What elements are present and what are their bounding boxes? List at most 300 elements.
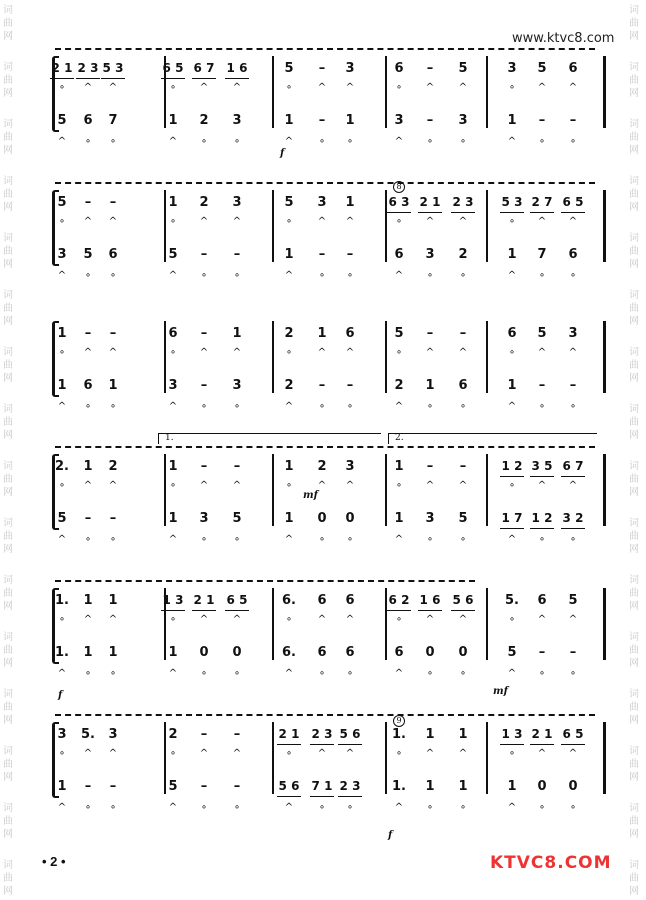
beam-line [338,744,362,745]
barline [486,56,488,128]
watermark-glyph: 词 [629,290,639,301]
barline [486,588,488,660]
watermark-glyph: 网 [3,829,13,840]
upper-note: 2 1 [419,195,441,209]
bowing-mark: ^ [537,82,547,93]
beam-line [225,78,249,79]
lower-note: – [233,247,241,262]
bowing-mark: ∘ [508,480,516,491]
bowing-mark: ^ [199,82,209,93]
bowing-mark: ^ [537,748,547,759]
upper-note: 5 3 [501,195,523,209]
phrase-line [55,446,595,448]
bowing-mark: ∘ [58,480,66,491]
watermark-glyph: 网 [629,487,639,498]
watermark-glyph: 曲 [3,531,13,542]
upper-note: – [109,195,117,210]
watermark-glyph: 词 [629,119,639,130]
beam-line [451,610,475,611]
upper-note: 3 [108,727,118,742]
bowing-mark: ∘ [109,802,117,813]
lower-note: – [569,113,577,128]
bowing-mark: ^ [345,614,355,625]
bowing-mark: ∘ [233,270,241,281]
upper-note: 1 6 [226,61,248,75]
watermark-glyph: 网 [3,601,13,612]
lower-note: – [318,113,326,128]
bowing-mark: ^ [83,480,93,491]
bowing-mark: ∘ [200,270,208,281]
bowing-mark: ^ [458,82,468,93]
watermark-glyph: 曲 [629,873,639,884]
bowing-mark: ∘ [508,748,516,759]
bowing-mark: ^ [199,216,209,227]
watermark-glyph: 网 [629,259,639,270]
bowing-mark: ^ [425,216,435,227]
bowing-mark: ^ [284,534,294,545]
barline [486,722,488,794]
bowing-mark: ^ [425,82,435,93]
bowing-mark: ^ [284,401,294,412]
beam-line [561,528,585,529]
bowing-mark: ^ [232,614,242,625]
beam-line [561,212,585,213]
bowing-mark: ∘ [84,668,92,679]
volta-first-ending: 1. [158,433,381,444]
bowing-mark: ^ [199,347,209,358]
bowing-mark: ∘ [426,534,434,545]
lower-note: 7 [537,247,547,262]
beam-line [387,212,411,213]
upper-note: 1 [394,459,404,474]
watermark-glyph: 词 [629,689,639,700]
lower-note: – [538,378,546,393]
bowing-mark: ∘ [569,270,577,281]
watermark-glyph: 曲 [629,417,639,428]
watermark-glyph: 网 [3,886,13,897]
watermark-glyph: 词 [629,5,639,16]
bowing-mark: ^ [108,347,118,358]
barline [385,321,387,393]
upper-note: 1 6 [419,593,441,607]
upper-note: 1 [458,727,468,742]
bowing-mark: ∘ [426,270,434,281]
watermark-glyph: 曲 [3,588,13,599]
upper-note: 5. [505,593,519,608]
bowing-mark: ^ [168,802,178,813]
watermark-glyph: 曲 [3,474,13,485]
bowing-mark: ∘ [569,401,577,412]
lower-note: 1 [168,645,178,660]
beam-line [277,796,301,797]
barline [486,190,488,262]
upper-note: 5 [458,61,468,76]
watermark-glyph: 网 [629,544,639,555]
watermark-right [626,0,646,900]
bowing-mark: ∘ [569,668,577,679]
beam-line [192,610,216,611]
lower-note: 1. [392,779,406,794]
upper-note: 3 [232,195,242,210]
page-number: • 2 • [42,854,66,869]
barline [385,722,387,794]
bowing-mark: ^ [568,347,578,358]
bowing-mark: ∘ [285,748,293,759]
watermark-glyph: 词 [3,404,13,415]
bowing-mark: ∘ [426,668,434,679]
beam-line [530,528,554,529]
bowing-mark: ∘ [285,347,293,358]
watermark-glyph: 词 [629,461,639,472]
upper-note: 1 2 [501,459,523,473]
beam-line [310,744,334,745]
watermark-glyph: 网 [3,544,13,555]
upper-note: 6 5 [562,195,584,209]
watermark-glyph: 网 [629,772,639,783]
lower-note: 6 [108,247,118,262]
bowing-mark: ∘ [58,82,66,93]
watermark-glyph: 曲 [3,18,13,29]
bowing-mark: ^ [507,401,517,412]
bowing-mark: ^ [425,347,435,358]
bowing-mark: ^ [108,82,118,93]
lower-note: 1 [83,645,93,660]
bowing-mark: ^ [232,480,242,491]
lower-note: 1 [458,779,468,794]
lower-note: 1 [57,378,67,393]
bowing-mark: ^ [507,270,517,281]
watermark-glyph: 词 [629,347,639,358]
watermark-glyph: 曲 [3,759,13,770]
bowing-mark: ∘ [508,82,516,93]
bowing-mark: ^ [394,534,404,545]
watermark-glyph: 曲 [629,360,639,371]
bowing-mark: ∘ [538,802,546,813]
upper-note: 6 7 [562,459,584,473]
bowing-mark: ∘ [233,136,241,147]
rehearsal-mark-9: 9 [393,715,405,727]
bowing-mark: ^ [568,480,578,491]
lower-note: 5 [57,113,67,128]
site-logo-bottom[interactable]: KTVC8.COM [490,853,612,873]
bowing-mark: ∘ [426,401,434,412]
bowing-mark: ^ [232,82,242,93]
watermark-glyph: 曲 [3,303,13,314]
bowing-mark: ∘ [200,668,208,679]
bowing-mark: ∘ [346,802,354,813]
lower-note: 6 [568,247,578,262]
dynamic-f: f [388,830,393,841]
upper-note: – [200,727,208,742]
bowing-mark: ^ [507,802,517,813]
phrase-line [55,182,595,184]
bowing-mark: ^ [57,802,67,813]
dynamic-f: f [58,690,63,701]
bowing-mark: ^ [345,748,355,759]
upper-note: 1 [83,593,93,608]
bowing-mark: ^ [394,802,404,813]
bowing-mark: ^ [108,614,118,625]
lower-note: 1 [425,779,435,794]
bowing-mark: ∘ [233,802,241,813]
upper-note: 6 [394,61,404,76]
watermark-glyph: 词 [3,746,13,757]
lower-note: 7 [108,113,118,128]
beam-line [192,78,216,79]
watermark-glyph: 网 [629,88,639,99]
site-url-top[interactable]: www.ktvc8.com [512,31,615,46]
bowing-mark: ∘ [426,136,434,147]
bowing-mark: ^ [537,480,547,491]
bowing-mark: ^ [507,668,517,679]
upper-note: – [109,326,117,341]
watermark-glyph: 曲 [3,645,13,656]
bowing-mark: ∘ [285,216,293,227]
bowing-mark: ∘ [169,480,177,491]
lower-note: – [538,113,546,128]
bowing-mark: ∘ [395,480,403,491]
phrase-line [55,714,595,716]
beam-line [161,78,185,79]
bowing-mark: ^ [345,347,355,358]
upper-note: 6 7 [193,61,215,75]
upper-note: 5 6 [339,727,361,741]
bowing-mark: ^ [568,82,578,93]
lower-note: 6 [83,113,93,128]
bowing-mark: ^ [57,136,67,147]
upper-note: 5 [57,195,67,210]
bowing-mark: ∘ [508,614,516,625]
watermark-glyph: 词 [629,233,639,244]
upper-note: 1 [57,326,67,341]
upper-note: 6 [537,593,547,608]
lower-note: 5 [232,511,242,526]
lower-note: 6 [394,247,404,262]
watermark-glyph: 曲 [3,873,13,884]
watermark-glyph: 曲 [3,75,13,86]
lower-note: 1 [394,511,404,526]
bowing-mark: ^ [83,748,93,759]
dynamic-mf: mf [493,686,508,697]
lower-note: – [84,511,92,526]
bowing-mark: ∘ [58,216,66,227]
lower-note: – [200,378,208,393]
bowing-mark: ^ [83,82,93,93]
upper-note: 1 [168,195,178,210]
watermark-glyph: 词 [3,233,13,244]
watermark-glyph: 曲 [629,132,639,143]
watermark-glyph: 词 [3,119,13,130]
upper-note: 3 [507,61,517,76]
watermark-left [0,0,20,900]
lower-note: 1 7 [501,511,523,525]
upper-note: 1 [317,326,327,341]
beam-line [530,476,554,477]
bowing-mark: ∘ [459,136,467,147]
beam-line [310,796,334,797]
bowing-mark: ∘ [200,534,208,545]
upper-note: 1 3 [162,593,184,607]
upper-note: 6 5 [162,61,184,75]
bowing-mark: ∘ [84,136,92,147]
watermark-glyph: 网 [3,487,13,498]
bowing-mark: ^ [394,668,404,679]
watermark-glyph: 网 [3,31,13,42]
bowing-mark: ^ [168,401,178,412]
upper-note: 1 [108,593,118,608]
upper-note: 2 [199,195,209,210]
bowing-mark: ^ [425,480,435,491]
lower-note: 6 [458,378,468,393]
lower-note: 6 [83,378,93,393]
upper-note: 6 5 [226,593,248,607]
beam-line [418,610,442,611]
lower-note: – [200,779,208,794]
bowing-mark: ^ [345,480,355,491]
upper-note: 1 [232,326,242,341]
watermark-glyph: 词 [3,689,13,700]
upper-note: 6 3 [388,195,410,209]
bowing-mark: ^ [458,748,468,759]
barline [603,321,606,393]
bowing-mark: ^ [537,614,547,625]
bowing-mark: ^ [568,748,578,759]
lower-note: 0 [458,645,468,660]
upper-note: – [426,61,434,76]
barline [486,321,488,393]
bowing-mark: ^ [317,480,327,491]
bowing-mark: ∘ [109,401,117,412]
watermark-glyph: 词 [629,632,639,643]
upper-note: 5. [81,727,95,742]
bowing-mark: ∘ [285,614,293,625]
bowing-mark: ∘ [569,534,577,545]
bowing-mark: ^ [168,136,178,147]
lower-note: 0 [537,779,547,794]
lower-note: – [318,378,326,393]
upper-note: 5 [394,326,404,341]
upper-note: 6 [507,326,517,341]
watermark-glyph: 曲 [629,759,639,770]
watermark-glyph: 曲 [3,702,13,713]
watermark-glyph: 词 [3,803,13,814]
bowing-mark: ^ [168,270,178,281]
bowing-mark: ∘ [459,668,467,679]
bowing-mark: ∘ [538,534,546,545]
upper-note: 6 [317,593,327,608]
bowing-mark: ∘ [233,668,241,679]
barline [272,190,274,262]
bowing-mark: ∘ [459,534,467,545]
watermark-glyph: 词 [629,746,639,757]
barline [272,588,274,660]
watermark-glyph: 曲 [3,816,13,827]
bowing-mark: ∘ [58,347,66,358]
barline [272,321,274,393]
lower-note: 1 2 [531,511,553,525]
bowing-mark: ^ [537,216,547,227]
beam-line [161,610,185,611]
bowing-mark: ^ [232,216,242,227]
bowing-mark: ∘ [318,534,326,545]
bowing-mark: ^ [317,347,327,358]
upper-note: – [84,326,92,341]
lower-note: 1 [345,113,355,128]
bowing-mark: ∘ [169,748,177,759]
lower-note: – [569,378,577,393]
lower-note: 5 [507,645,517,660]
bowing-mark: ∘ [538,668,546,679]
beam-line [561,476,585,477]
lower-note: 5 [57,511,67,526]
bowing-mark: ∘ [318,270,326,281]
upper-note: 2 1 [51,61,73,75]
upper-note: 5 [284,195,294,210]
watermark-glyph: 曲 [629,816,639,827]
beam-line [225,610,249,611]
lower-note: 3 [199,511,209,526]
lower-note: 3 [458,113,468,128]
barline [486,454,488,526]
watermark-glyph: 曲 [629,474,639,485]
lower-note: 6. [282,645,296,660]
watermark-glyph: 词 [3,62,13,73]
barline [603,722,606,794]
lower-note: 1 [108,378,118,393]
watermark-glyph: 网 [629,601,639,612]
upper-note: 2 [168,727,178,742]
bowing-mark: ∘ [318,802,326,813]
lower-note: 1 [168,511,178,526]
bowing-mark: ∘ [569,802,577,813]
lower-note: 3 [425,511,435,526]
watermark-glyph: 网 [629,373,639,384]
upper-note: 6. [282,593,296,608]
beam-line [101,78,125,79]
upper-note: – [426,459,434,474]
lower-note: 1 [57,779,67,794]
watermark-glyph: 词 [3,176,13,187]
watermark-glyph: 曲 [629,303,639,314]
bowing-mark: ∘ [346,401,354,412]
lower-note: 0 [232,645,242,660]
upper-note: 5 [568,593,578,608]
volta-second-ending: 2. [388,433,597,444]
watermark-glyph: 曲 [629,246,639,257]
upper-note: 1 [345,195,355,210]
watermark-glyph: 词 [3,461,13,472]
bowing-mark: ^ [345,216,355,227]
phrase-line [55,48,595,50]
lower-note: 2 [284,378,294,393]
lower-note: 1 [284,247,294,262]
bowing-mark: ^ [458,216,468,227]
bowing-mark: ∘ [84,401,92,412]
lower-note: 7 1 [311,779,333,793]
lower-note: 1 [507,113,517,128]
lower-note: – [426,113,434,128]
upper-note: – [233,727,241,742]
bowing-mark: ^ [284,136,294,147]
bowing-mark: ∘ [346,668,354,679]
bowing-mark: ∘ [285,82,293,93]
lower-note: – [233,779,241,794]
watermark-glyph: 曲 [3,360,13,371]
bowing-mark: ∘ [395,347,403,358]
watermark-glyph: 词 [629,404,639,415]
bowing-mark: ∘ [200,401,208,412]
beam-line [277,744,301,745]
